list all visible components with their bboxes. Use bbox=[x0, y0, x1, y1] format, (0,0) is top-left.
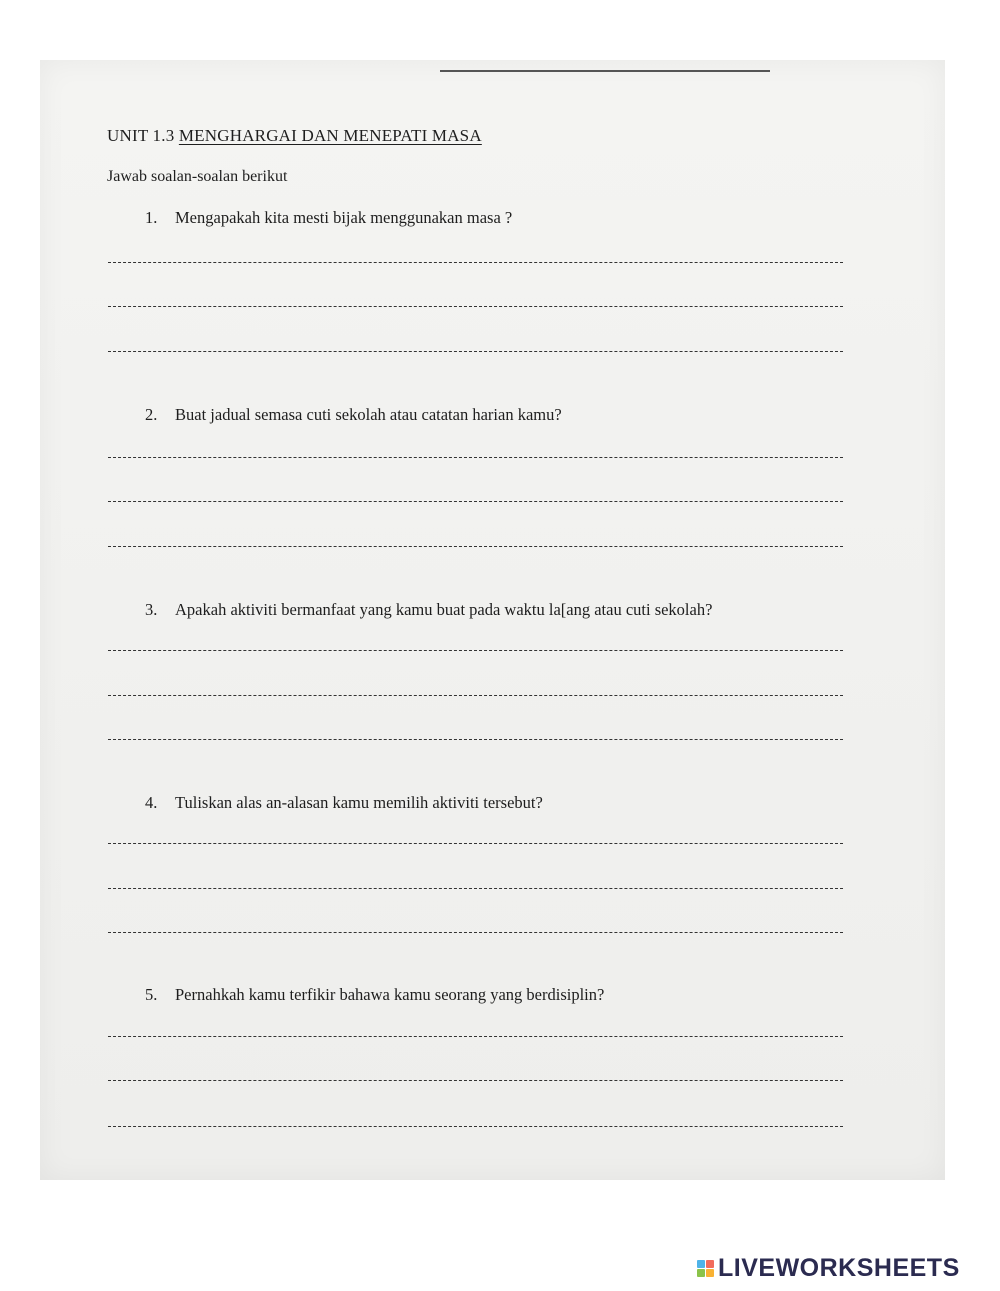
answer-line[interactable] bbox=[108, 932, 843, 933]
liveworksheets-logo bbox=[697, 1254, 960, 1283]
liveworksheets-logo-icon bbox=[697, 1260, 714, 1277]
answer-line[interactable] bbox=[108, 501, 843, 502]
question-text: Apakah aktiviti bermanfaat yang kamu buat pada waktu la[ang atau cuti sekolah? bbox=[175, 600, 713, 619]
answer-line[interactable] bbox=[108, 262, 843, 263]
question-3 bbox=[145, 600, 712, 620]
logo-text: LIVEWORKSHEETS bbox=[718, 1254, 960, 1282]
answer-line[interactable] bbox=[108, 739, 843, 740]
question-5 bbox=[145, 985, 604, 1005]
answer-line[interactable] bbox=[108, 843, 843, 844]
question-text: Buat jadual semasa cuti sekolah atau catatan harian kamu? bbox=[175, 405, 562, 424]
question-number: 1. bbox=[145, 208, 158, 227]
answer-line[interactable] bbox=[108, 1126, 843, 1127]
name-blank-line bbox=[440, 70, 770, 72]
worksheet-page bbox=[40, 60, 945, 1180]
question-number: 3. bbox=[145, 600, 158, 619]
logo-square bbox=[697, 1269, 705, 1277]
answer-line[interactable] bbox=[108, 650, 843, 651]
unit-title: MENGHARGAI DAN MENEPATI MASA bbox=[178, 126, 482, 145]
answer-line[interactable] bbox=[108, 306, 843, 307]
question-text: Tuliskan alas an-alasan kamu memilih aktiviti tersebut? bbox=[175, 793, 543, 812]
question-1 bbox=[145, 208, 512, 228]
logo-square bbox=[697, 1260, 705, 1268]
question-text: Pernahkah kamu terfikir bahawa kamu seorang yang berdisiplin? bbox=[175, 985, 605, 1004]
question-number: 5. bbox=[145, 985, 158, 1004]
logo-square bbox=[706, 1260, 714, 1268]
question-number: 4. bbox=[145, 793, 158, 812]
answer-line[interactable] bbox=[108, 888, 843, 889]
question-4 bbox=[145, 793, 543, 813]
answer-line[interactable] bbox=[108, 351, 843, 352]
instruction-text: Jawab soalan-soalan berikut bbox=[107, 168, 288, 185]
question-text: Mengapakah kita mesti bijak menggunakan masa ? bbox=[175, 208, 513, 227]
answer-line[interactable] bbox=[108, 457, 843, 458]
answer-line[interactable] bbox=[108, 546, 843, 547]
answer-line[interactable] bbox=[108, 695, 843, 696]
unit-heading bbox=[107, 126, 482, 146]
answer-line[interactable] bbox=[108, 1080, 843, 1081]
logo-square bbox=[706, 1269, 714, 1277]
question-number: 2. bbox=[145, 405, 158, 424]
question-2 bbox=[145, 405, 562, 425]
unit-number: UNIT 1.3 bbox=[107, 126, 175, 145]
answer-line[interactable] bbox=[108, 1036, 843, 1037]
